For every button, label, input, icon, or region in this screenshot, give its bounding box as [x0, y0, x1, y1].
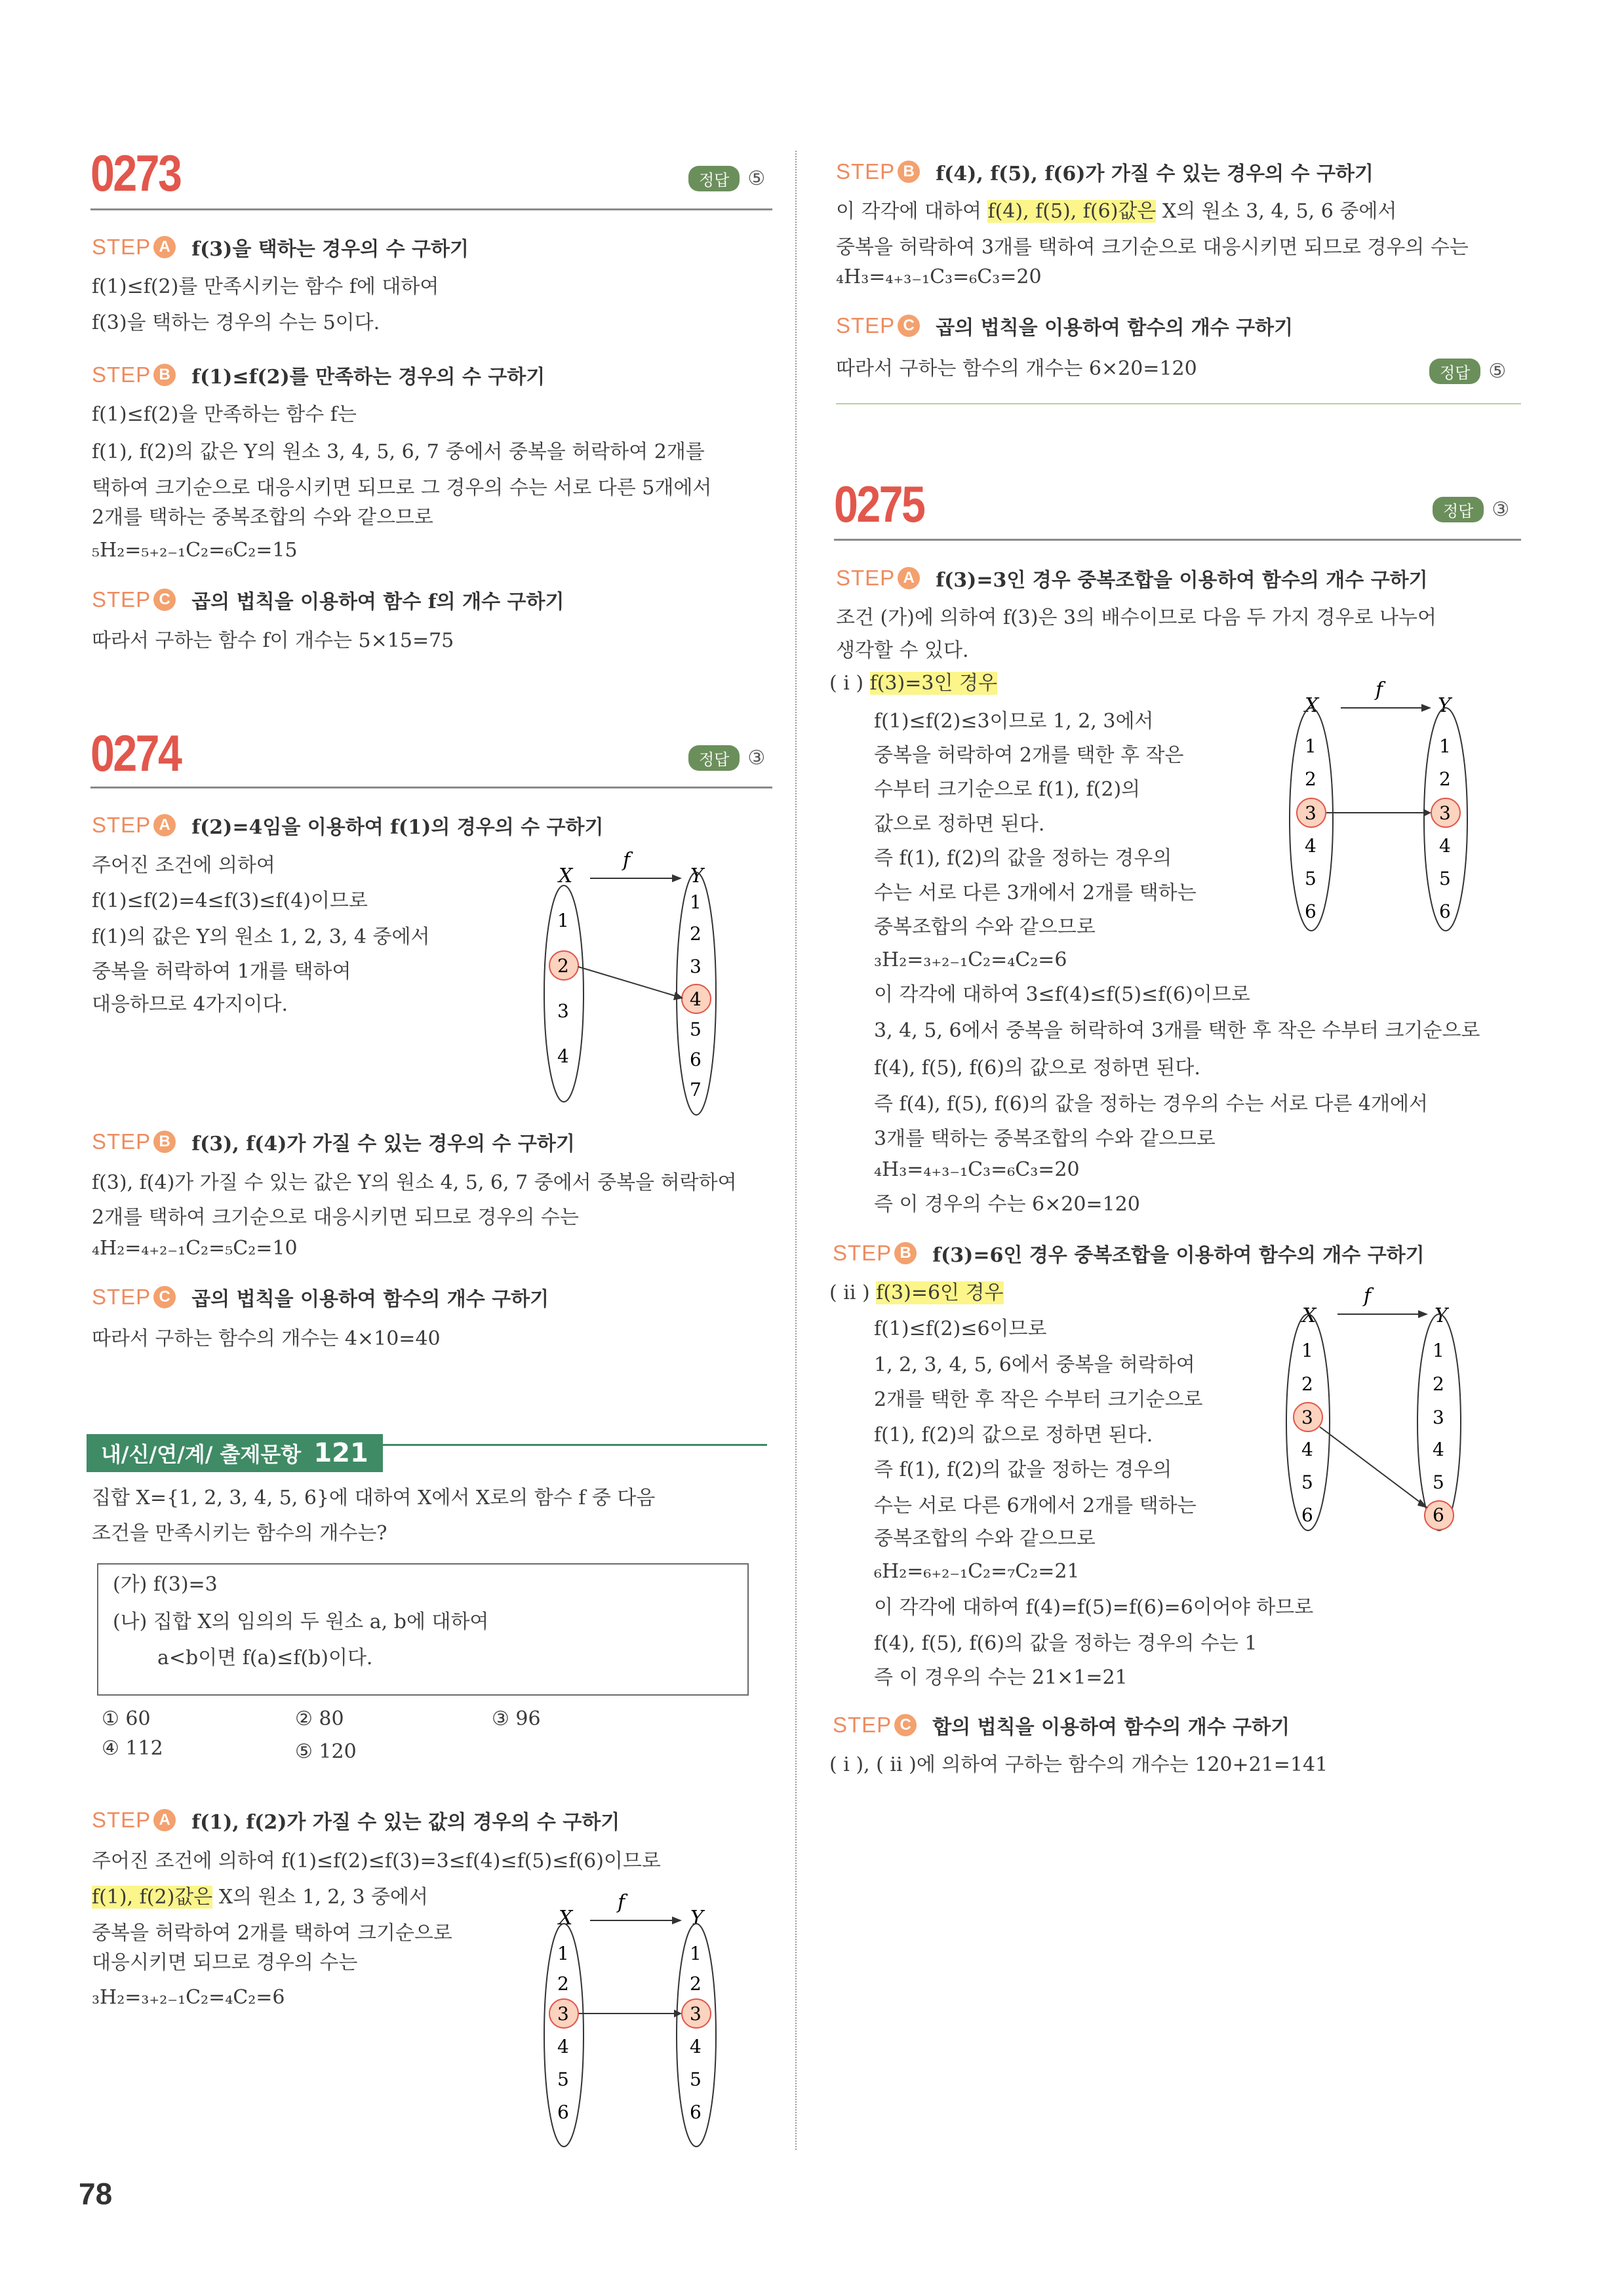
- text-line: 중복조합의 수와 같으므로: [874, 1527, 1096, 1550]
- divider: [90, 208, 772, 210]
- x-element: 6: [557, 2101, 569, 2123]
- fn-arrow-head: [1421, 704, 1431, 712]
- column-divider: [795, 151, 797, 2150]
- set-x-label: X: [559, 1907, 573, 1930]
- text-line: 이 각각에 대하여 3≤f(4)≤f(5)≤f(6)이므로: [874, 983, 1250, 1006]
- step-title: 곱의 법칙을 이용하여 함수의 개수 구하기: [191, 1288, 549, 1311]
- x-element: 5: [557, 2069, 569, 2090]
- step-word: STEP: [92, 235, 151, 259]
- answer-value: ③: [747, 747, 766, 769]
- text-line: 즉 f(4), f(5), f(6)의 값을 정하는 경우의 수는 서로 다른 4개에서: [874, 1093, 1428, 1116]
- set-x-label: X: [559, 865, 573, 887]
- highlight: f(1), f(2)값은: [92, 1886, 213, 1909]
- text-line: 3개를 택하는 중복조합의 수와 같으므로: [874, 1127, 1216, 1150]
- x-element: 3: [557, 1000, 569, 1022]
- text-line: f(1)≤f(2)≤6이므로: [874, 1317, 1047, 1340]
- set-y-label: Y: [1435, 1304, 1448, 1327]
- step-title: f(3)=3인 경우 중복조합을 이용하여 함수의 개수 구하기: [936, 569, 1428, 592]
- step-word: STEP: [836, 313, 896, 338]
- x-element: 5: [1305, 868, 1317, 889]
- mapping-arrow: [578, 967, 677, 996]
- y-element: 3: [1433, 1407, 1444, 1428]
- x-element: 3: [1301, 1407, 1313, 1428]
- set-y-label: Y: [1438, 694, 1451, 717]
- text-line: f(1), f(2)의 값으로 정하면 된다.: [874, 1424, 1153, 1447]
- step-word: STEP: [92, 813, 151, 837]
- step-b-0274-cont: [836, 157, 1374, 186]
- problem-number-0273: 0273: [90, 144, 181, 202]
- question-line: 조건을 만족시키는 함수의 개수는?: [92, 1522, 387, 1545]
- set-x-label: X: [1302, 1304, 1317, 1327]
- step-b-0273: [92, 360, 545, 389]
- fn-arrow-head: [672, 874, 682, 882]
- x-element: 1: [557, 1943, 569, 1964]
- case-title: f(3)=3인 경우: [869, 672, 997, 695]
- x-element: 5: [1301, 1471, 1313, 1493]
- text-span: X의 원소 3, 4, 5, 6 중에서: [1156, 200, 1397, 223]
- fn-label: f: [1376, 678, 1383, 701]
- step-word: STEP: [92, 362, 151, 387]
- text-span: 이 각각에 대하여: [836, 200, 988, 223]
- text-line: f(1)≤f(2)를 만족시키는 함수 f에 대하여: [92, 275, 439, 298]
- x-element: 1: [1301, 1340, 1313, 1361]
- text-line: f(3)을 택하는 경우의 수는 5이다.: [92, 311, 380, 334]
- mapping-arrow-head: [1417, 1499, 1428, 1508]
- step-word: STEP: [833, 1241, 892, 1265]
- step-letter-b: B: [153, 1131, 176, 1153]
- answer-value: ③: [1492, 498, 1510, 521]
- text-line: 중복을 허락하여 2개를 택하여 크기순으로: [92, 1922, 452, 1945]
- step-letter-c: C: [894, 1714, 917, 1736]
- text-line: ₃H₂=₃₊₂₋₁C₂=₄C₂=6: [874, 948, 1067, 971]
- problem-number-0274: 0274: [90, 724, 181, 782]
- text-line: 주어진 조건에 의하여: [92, 854, 275, 877]
- step-word: STEP: [836, 566, 896, 590]
- text-span: X의 원소 1, 2, 3 중에서: [212, 1886, 429, 1909]
- linked-question-banner: [87, 1434, 383, 1472]
- step-letter-c: C: [153, 1286, 176, 1308]
- text-line: 따라서 구하는 함수의 개수는 4×10=40: [92, 1327, 441, 1350]
- text-line: 따라서 구하는 함수의 개수는 6×20=120: [836, 357, 1197, 380]
- y-element: 4: [690, 2036, 702, 2057]
- text-line: f(1)≤f(2)을 만족하는 함수 f는: [92, 403, 357, 426]
- text-line: 주어진 조건에 의하여 f(1)≤f(2)≤f(3)=3≤f(4)≤f(5)≤f(6)이므로: [92, 1850, 661, 1873]
- text-line: f(1)≤f(2)=4≤f(3)≤f(4)이므로: [92, 889, 368, 912]
- case2-heading: [829, 1281, 1004, 1305]
- problem-number-0275: 0275: [834, 475, 924, 533]
- x-element: 1: [1305, 735, 1317, 757]
- y-element: 7: [690, 1079, 702, 1100]
- choice-3: ③ 96: [492, 1707, 541, 1730]
- condition-line: a<b이면 f(a)≤f(b)이다.: [157, 1646, 373, 1669]
- y-element: 1: [690, 1943, 702, 1964]
- answer-tag: 정답: [1433, 497, 1484, 522]
- answer-linked: [1429, 359, 1506, 384]
- banner-line: [380, 1444, 767, 1446]
- text-line: f(4), f(5), f(6)의 값으로 정하면 된다.: [874, 1057, 1200, 1080]
- step-title: f(1)≤f(2)를 만족하는 경우의 수 구하기: [191, 366, 545, 389]
- divider: [90, 787, 772, 788]
- text-line: f(3), f(4)가 가질 수 있는 값은 Y의 원소 4, 5, 6, 7 중에서 중복을 허락하여: [92, 1171, 737, 1194]
- text-line: ₄H₂=₄₊₂₋₁C₂=₅C₂=10: [92, 1237, 298, 1260]
- y-element: 6: [690, 1049, 702, 1070]
- y-element: 5: [690, 2069, 702, 2090]
- text-line: 2개를 택하여 크기순으로 대응시키면 되므로 경우의 수는: [92, 1206, 579, 1229]
- mapping-arrow: [1320, 1427, 1423, 1504]
- y-element: 2: [690, 923, 702, 944]
- step-word: STEP: [833, 1713, 892, 1737]
- condition-line: (가) f(3)=3: [113, 1573, 218, 1596]
- step-word: STEP: [92, 1808, 151, 1832]
- step-word: STEP: [92, 587, 151, 612]
- y-element: 3: [690, 2003, 702, 2025]
- text-line: 중복조합의 수와 같으므로: [874, 916, 1096, 939]
- mapping-diagram-0274: [525, 846, 734, 1121]
- case-title: f(3)=6인 경우: [876, 1281, 1004, 1304]
- x-element: 1: [557, 910, 569, 931]
- step-title: f(3)을 택하는 경우의 수 구하기: [191, 238, 469, 261]
- x-element: 2: [1301, 1373, 1313, 1395]
- mapping-diagram-case1: [1269, 675, 1478, 944]
- text-line: 수부터 크기순으로 f(1), f(2)의: [874, 778, 1141, 801]
- y-element: 1: [690, 891, 702, 913]
- mapping-arrow-head: [674, 2010, 682, 2017]
- answer-tag: 정답: [688, 745, 740, 771]
- answer-0274: [688, 745, 765, 771]
- x-element: 4: [557, 1045, 569, 1067]
- y-element: 4: [690, 988, 702, 1010]
- step-letter-a: A: [153, 814, 176, 836]
- text-line: 이 각각에 대하여 f(4)=f(5)=f(6)=6이어야 하므로: [874, 1596, 1314, 1619]
- x-element: 2: [1305, 768, 1317, 790]
- step-letter-b: B: [894, 1242, 917, 1264]
- step-letter-c: C: [153, 589, 176, 611]
- y-element: 5: [1433, 1471, 1444, 1493]
- fn-label: f: [1364, 1285, 1372, 1308]
- step-b-0274: [92, 1127, 575, 1156]
- step-a-0275: [836, 564, 1428, 593]
- step-title: f(4), f(5), f(6)가 가질 수 있는 경우의 수 구하기: [936, 163, 1374, 185]
- step-letter-b: B: [153, 364, 176, 386]
- y-element: 5: [690, 1019, 702, 1040]
- text-line: 택하여 크기순으로 대응시키면 되므로 그 경우의 수는 서로 다른 5개에서: [92, 477, 712, 499]
- choice-4: ④ 112: [102, 1737, 163, 1760]
- text-line: 조건 (가)에 의하여 f(3)은 3의 배수이므로 다음 두 가지 경우로 나누어: [836, 606, 1436, 629]
- fn-label: f: [623, 849, 631, 872]
- text-line: 2개를 택한 후 작은 수부터 크기순으로: [874, 1388, 1203, 1411]
- step-a-0274: [92, 811, 604, 840]
- step-word: STEP: [92, 1129, 151, 1154]
- linked-label: 내/신/연/계/ 출제문항: [101, 1442, 302, 1467]
- x-element: 4: [557, 2036, 569, 2057]
- text-line: ( i ), ( ii )에 의하여 구하는 함수의 개수는 120+21=141: [829, 1753, 1328, 1776]
- x-element: 3: [557, 2003, 569, 2025]
- step-title: 합의 법칙을 이용하여 함수의 개수 구하기: [932, 1716, 1290, 1739]
- text-line: ₄H₃=₄₊₃₋₁C₃=₆C₃=20: [874, 1158, 1080, 1181]
- y-element: 3: [690, 956, 702, 977]
- y-element: 6: [1433, 1504, 1444, 1526]
- step-title: f(3)=6인 경우 중복조합을 이용하여 함수의 개수 구하기: [932, 1244, 1425, 1267]
- y-element: 1: [1439, 735, 1451, 757]
- step-a-0273: [92, 233, 469, 262]
- step-letter-b: B: [898, 161, 920, 183]
- text-line: f(1)의 값은 Y의 원소 1, 2, 3, 4 중에서: [92, 925, 430, 948]
- answer-tag: 정답: [688, 166, 740, 191]
- text-line: f(4), f(5), f(6)의 값을 정하는 경우의 수는 1: [874, 1632, 1258, 1655]
- fn-arrow-head: [672, 1917, 682, 1924]
- x-element: 6: [1301, 1504, 1313, 1526]
- page-number: 78: [79, 2177, 113, 2211]
- text-line: 중복을 허락하여 3개를 택하여 크기순으로 대응시키면 되므로 경우의 수는: [836, 236, 1469, 259]
- step-c-linked: [836, 311, 1293, 340]
- text-line: 대응하므로 4가지이다.: [92, 993, 288, 1016]
- case1-heading: [829, 672, 997, 695]
- text-line: ₅H₂=₅₊₂₋₁C₂=₆C₂=15: [92, 539, 298, 562]
- text-line: 즉 이 경우의 수는 6×20=120: [874, 1193, 1140, 1216]
- text-line: 중복을 허락하여 2개를 택한 후 작은: [874, 744, 1184, 767]
- text-line: ₆H₂=₆₊₂₋₁C₂=₇C₂=21: [874, 1560, 1080, 1583]
- x-element: 2: [557, 955, 569, 977]
- step-title: f(1), f(2)가 가질 수 있는 값의 경우의 수 구하기: [191, 1811, 620, 1834]
- x-element: 3: [1305, 802, 1317, 824]
- answer-0275: [1433, 497, 1509, 522]
- text-line: f(1)≤f(2)≤3이므로 1, 2, 3에서: [874, 710, 1154, 733]
- condition-line: (나) 집합 X의 임의의 두 원소 a, b에 대하여: [113, 1610, 489, 1633]
- question-line: 집합 X={1, 2, 3, 4, 5, 6}에 대하여 X에서 X로의 함수 f 중 다음: [92, 1487, 656, 1509]
- step-title: f(2)=4임을 이용하여 f(1)의 경우의 수 구하기: [191, 816, 604, 839]
- fn-label: f: [618, 1891, 625, 1914]
- choice-5: ⑤ 120: [295, 1740, 357, 1763]
- divider-green: [836, 403, 1521, 404]
- text-line: [836, 200, 1396, 224]
- y-element: 2: [1439, 768, 1451, 790]
- step-letter-a: A: [153, 1809, 176, 1831]
- text-line: [92, 1886, 428, 1909]
- step-title: 곱의 법칙을 이용하여 함수 f의 개수 구하기: [191, 591, 564, 613]
- text-line: f(1), f(2)의 값은 Y의 원소 3, 4, 5, 6, 7 중에서 중복을 허락하여 2개를: [92, 440, 705, 463]
- step-c-0273: [92, 585, 564, 614]
- y-element: 4: [1433, 1439, 1444, 1460]
- text-line: 즉 이 경우의 수는 21×1=21: [874, 1666, 1128, 1689]
- x-element: 4: [1305, 835, 1317, 857]
- step-letter-a: A: [898, 567, 920, 589]
- text-line: 즉 f(1), f(2)의 값을 정하는 경우의: [874, 1458, 1172, 1481]
- text-line: ₃H₂=₃₊₂₋₁C₂=₄C₂=6: [92, 1986, 285, 2009]
- answer-0273: [688, 166, 765, 191]
- y-element: 2: [690, 1973, 702, 1994]
- y-element: 3: [1439, 802, 1451, 824]
- text-line: 따라서 구하는 함수 f이 개수는 5×15=75: [92, 629, 454, 652]
- x-element: 2: [557, 1973, 569, 1994]
- linked-number: 121: [313, 1438, 368, 1468]
- highlight: f(4), f(5), f(6)값은: [987, 200, 1157, 223]
- case-label: ( i ): [829, 672, 864, 695]
- step-word: STEP: [92, 1285, 151, 1309]
- mapping-arrow-head: [1423, 809, 1431, 817]
- step-c-0275: [833, 1711, 1290, 1740]
- step-word: STEP: [836, 159, 896, 184]
- text-line: 즉 f(1), f(2)의 값을 정하는 경우의: [874, 847, 1172, 870]
- text-line: 1, 2, 3, 4, 5, 6에서 중복을 허락하여: [874, 1353, 1195, 1376]
- case-label: ( ii ): [829, 1281, 870, 1304]
- choice-2: ② 80: [295, 1707, 344, 1730]
- text-line: 수는 서로 다른 6개에서 2개를 택하는: [874, 1494, 1197, 1517]
- text-line: 값으로 정하면 된다.: [874, 813, 1045, 836]
- y-element: 5: [1439, 868, 1451, 889]
- step-b-0275: [833, 1239, 1425, 1268]
- text-line: 대응시키면 되므로 경우의 수는: [92, 1951, 358, 1974]
- y-element: 2: [1433, 1373, 1444, 1395]
- answer-value: ⑤: [747, 167, 766, 190]
- step-a-linked: [92, 1806, 620, 1835]
- y-element: 6: [1439, 901, 1451, 922]
- step-c-0274: [92, 1283, 549, 1312]
- text-line: 2개를 택하는 중복조합의 수와 같으므로: [92, 506, 433, 529]
- step-letter-c: C: [898, 315, 920, 337]
- y-element: 6: [690, 2101, 702, 2123]
- text-line: 생각할 수 있다.: [836, 639, 969, 662]
- y-element: 1: [1433, 1340, 1444, 1361]
- y-element: 4: [1439, 835, 1451, 857]
- answer-value: ⑤: [1488, 360, 1507, 383]
- set-x-label: X: [1305, 694, 1319, 717]
- text-line: 3, 4, 5, 6에서 중복을 허락하여 3개를 택한 후 작은 수부터 크기순으로: [874, 1019, 1480, 1042]
- text-line: ₄H₃=₄₊₃₋₁C₃=₆C₃=20: [836, 265, 1042, 288]
- x-element: 4: [1301, 1439, 1313, 1460]
- set-y-label: Y: [690, 1907, 703, 1930]
- fn-arrow-head: [1418, 1310, 1428, 1318]
- set-y-label: Y: [690, 865, 703, 887]
- x-element: 6: [1305, 901, 1317, 922]
- step-title: 곱의 법칙을 이용하여 함수의 개수 구하기: [936, 317, 1294, 340]
- mapping-diagram-linked: [525, 1888, 734, 2156]
- mapping-diagram-case2: [1265, 1281, 1475, 1550]
- answer-tag: 정답: [1429, 359, 1480, 384]
- text-line: 중복을 허락하여 1개를 택하여: [92, 960, 351, 983]
- text-line: 수는 서로 다른 3개에서 2개를 택하는: [874, 882, 1197, 905]
- divider: [834, 539, 1521, 541]
- step-letter-a: A: [153, 236, 176, 258]
- step-title: f(3), f(4)가 가질 수 있는 경우의 수 구하기: [191, 1133, 575, 1156]
- choice-1: ① 60: [102, 1707, 151, 1730]
